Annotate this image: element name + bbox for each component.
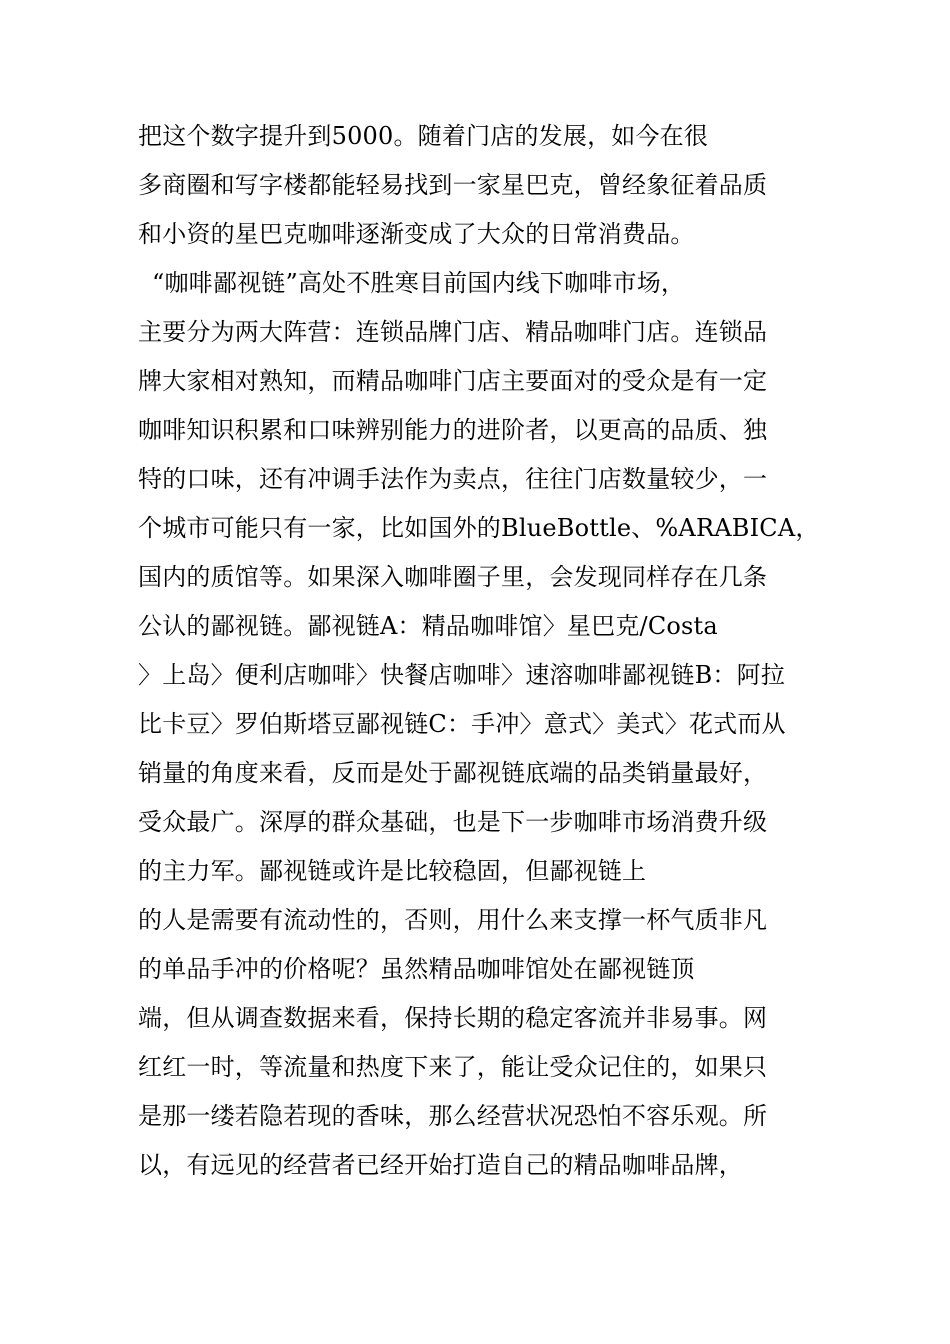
text-line: 红红一时，等流量和热度下来了，能让受众记住的，如果只 xyxy=(138,1053,768,1081)
paragraph-start-line: “咖啡鄙视链”高处不胜寒目前国内线下咖啡市场， xyxy=(152,269,686,297)
text-line: 是那一缕若隐若现的香味，那么经营状况恐怕不容乐观。所 xyxy=(138,1102,768,1130)
text-line: 国内的质馆等。如果深入咖啡圈子里，会发现同样存在几条 xyxy=(138,563,768,591)
text-line: 受众最广。深厚的群众基础，也是下一步咖啡市场消费升级 xyxy=(138,808,768,836)
body-text xyxy=(138,112,828,1190)
text-line: 的主力军。鄙视链或许是比较稳固，但鄙视链上 xyxy=(138,857,647,885)
text-line: 主要分为两大阵营：连锁品牌门店、精品咖啡门店。连锁品 xyxy=(138,318,768,346)
text-line: 个城市可能只有一家，比如国外的BlueBottle、%ARABICA， xyxy=(138,514,820,542)
text-line: 公认的鄙视链。鄙视链A：精品咖啡馆〉星巴克/Costa xyxy=(138,612,718,640)
text-line: 〉上岛〉便利店咖啡〉快餐店咖啡〉速溶咖啡鄙视链B：阿拉 xyxy=(138,661,786,689)
text-line: 牌大家相对熟知，而精品咖啡门店主要面对的受众是有一定 xyxy=(138,367,768,395)
text-line: 把这个数字提升到5000。随着门店的发展，如今在很 xyxy=(138,122,709,150)
text-line: 销量的角度来看，反而是处于鄙视链底端的品类销量最好， xyxy=(138,759,768,787)
text-line: 和小资的星巴克咖啡逐渐变成了大众的日常消费品。 xyxy=(138,220,695,248)
text-line: 端，但从调查数据来看，保持长期的稳定客流并非易事。网 xyxy=(138,1004,768,1032)
text-line: 以，有远见的经营者已经开始打造自己的精品咖啡品牌， xyxy=(138,1151,743,1179)
text-line: 比卡豆〉罗伯斯塔豆鄙视链C：手冲〉意式〉美式〉花式而从 xyxy=(138,710,786,738)
text-line: 的单品手冲的价格呢？虽然精品咖啡馆处在鄙视链顶 xyxy=(138,955,695,983)
text-line: 咖啡知识积累和口味辨别能力的进阶者，以更高的品质、独 xyxy=(138,416,768,444)
text-line: 的人是需要有流动性的，否则，用什么来支撑一杯气质非凡 xyxy=(138,906,768,934)
text-line: 多商圈和写字楼都能轻易找到一家星巴克，曾经象征着品质 xyxy=(138,171,768,199)
text-line: 特的口味，还有冲调手法作为卖点，往往门店数量较少，一 xyxy=(138,465,768,493)
